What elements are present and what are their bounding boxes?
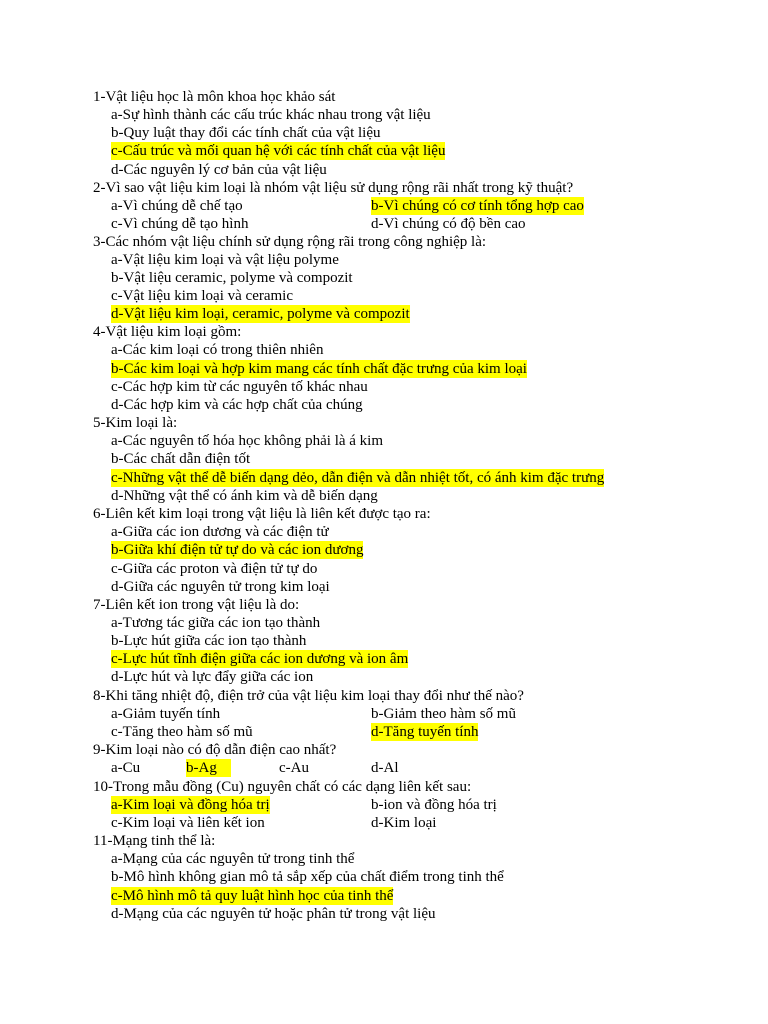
- answer-5a: a-Các nguyên tố hóa học không phải là á kim: [111, 433, 384, 449]
- question-6: 6-Liên kết kim loại trong vật liệu là liên kết được tạo ra:: [93, 506, 431, 522]
- question-9: 9-Kim loại nào có độ dẫn điện cao nhất?: [93, 742, 337, 758]
- answer-11d: d-Mạng của các nguyên tử hoặc phân tử trong vật liệu: [111, 906, 436, 922]
- answer-8a: a-Giảm tuyến tính: [111, 706, 221, 722]
- answer-10a-highlighted: a-Kim loại và đồng hóa trị: [111, 797, 270, 813]
- answer-7c-highlighted: c-Lực hút tĩnh điện giữa các ion dương và ion âm: [111, 651, 409, 667]
- answer-7a: a-Tương tác giữa các ion tạo thành: [111, 615, 321, 631]
- answer-7b: b-Lực hút giữa các ion tạo thành: [111, 633, 307, 649]
- question-1: 1-Vật liệu học là môn khoa học khảo sát: [93, 89, 336, 105]
- answer-10c: c-Kim loại và liên kết ion: [111, 815, 265, 831]
- answer-3b: b-Vật liệu ceramic, polyme và compozit: [111, 270, 353, 286]
- answer-2d: d-Vì chúng có độ bền cao: [371, 216, 526, 232]
- answer-6b-highlighted: b-Giữa khí điện tử tự do và các ion dương: [111, 542, 364, 558]
- question-11: 11-Mạng tinh thể là:: [93, 833, 216, 849]
- answer-6d: d-Giữa các nguyên tử trong kim loại: [111, 579, 330, 595]
- question-4: 4-Vật liệu kim loại gồm:: [93, 324, 242, 340]
- answer-2a: a-Vì chúng dễ chế tạo: [111, 198, 243, 214]
- answer-1d: d-Các nguyên lý cơ bản của vật liệu: [111, 162, 327, 178]
- answer-5d: d-Những vật thể có ánh kim và dễ biến dạng: [111, 488, 378, 504]
- answer-3d-highlighted: d-Vật liệu kim loại, ceramic, polyme và compozit: [111, 306, 410, 322]
- answer-5b: b-Các chất dẫn điện tốt: [111, 451, 251, 467]
- answer-8b: b-Giảm theo hàm số mũ: [371, 706, 516, 722]
- question-2: 2-Vì sao vật liệu kim loại là nhóm vật liệu sử dụng rộng rãi nhất trong kỹ thuật?: [93, 180, 574, 196]
- answer-6c: c-Giữa các proton và điện tử tự do: [111, 561, 318, 577]
- answer-10b: b-ion và đồng hóa trị: [371, 797, 497, 813]
- answer-1c-highlighted: c-Cấu trúc và mối quan hệ với các tính chất của vật liệu: [111, 143, 446, 159]
- answer-10d: d-Kim loại: [371, 815, 437, 831]
- answer-9c: c-Au: [279, 760, 309, 776]
- answer-8d-highlighted: d-Tăng tuyến tính: [371, 724, 479, 740]
- answer-2b-highlighted: b-Vì chúng có cơ tính tổng hợp cao: [371, 198, 584, 214]
- question-8: 8-Khi tăng nhiệt độ, điện trở của vật liệu kim loại thay đổi như thế nào?: [93, 688, 524, 704]
- answer-11c-highlighted: c-Mô hình mô tả quy luật hình học của tinh thể: [111, 888, 394, 904]
- answer-4d: d-Các hợp kim và các hợp chất của chúng: [111, 397, 363, 413]
- question-7: 7-Liên kết ion trong vật liệu là do:: [93, 597, 300, 613]
- answer-8c: c-Tăng theo hàm số mũ: [111, 724, 253, 740]
- answer-1a: a-Sự hình thành các cấu trúc khác nhau trong vật liệu: [111, 107, 431, 123]
- answer-3c: c-Vật liệu kim loại và ceramic: [111, 288, 293, 304]
- answer-4c: c-Các hợp kim từ các nguyên tố khác nhau: [111, 379, 368, 395]
- answer-7d: d-Lực hút và lực đẩy giữa các ion: [111, 669, 314, 685]
- question-3: 3-Các nhóm vật liệu chính sử dụng rộng rãi trong công nghiệp là:: [93, 234, 487, 250]
- answer-6a: a-Giữa các ion dương và các điện tử: [111, 524, 329, 540]
- question-5: 5-Kim loại là:: [93, 415, 178, 431]
- answer-9a: a-Cu: [111, 760, 141, 776]
- answer-11a: a-Mạng của các nguyên tử trong tinh thể: [111, 851, 355, 867]
- answer-3a: a-Vật liệu kim loại và vật liệu polyme: [111, 252, 339, 268]
- answer-4a: a-Các kim loại có trong thiên nhiên: [111, 342, 324, 358]
- answer-2c: c-Vì chúng dễ tạo hình: [111, 216, 249, 232]
- question-10: 10-Trong mẫu đồng (Cu) nguyên chất có các dạng liên kết sau:: [93, 779, 472, 795]
- answer-9b-highlighted: b-Ag: [186, 759, 231, 777]
- answer-9d: d-Al: [371, 760, 399, 776]
- answer-4b-highlighted: b-Các kim loại và hợp kim mang các tính chất đặc trưng của kim loại: [111, 361, 527, 377]
- answer-5c-highlighted: c-Những vật thể dễ biến dạng dẻo, dẫn điện và dẫn nhiệt tốt, có ánh kim đặc trưng: [111, 470, 605, 486]
- answer-11b: b-Mô hình không gian mô tả sắp xếp của chất điểm trong tinh thể: [111, 869, 504, 885]
- answer-1b: b-Quy luật thay đổi các tính chất của vật liệu: [111, 125, 381, 141]
